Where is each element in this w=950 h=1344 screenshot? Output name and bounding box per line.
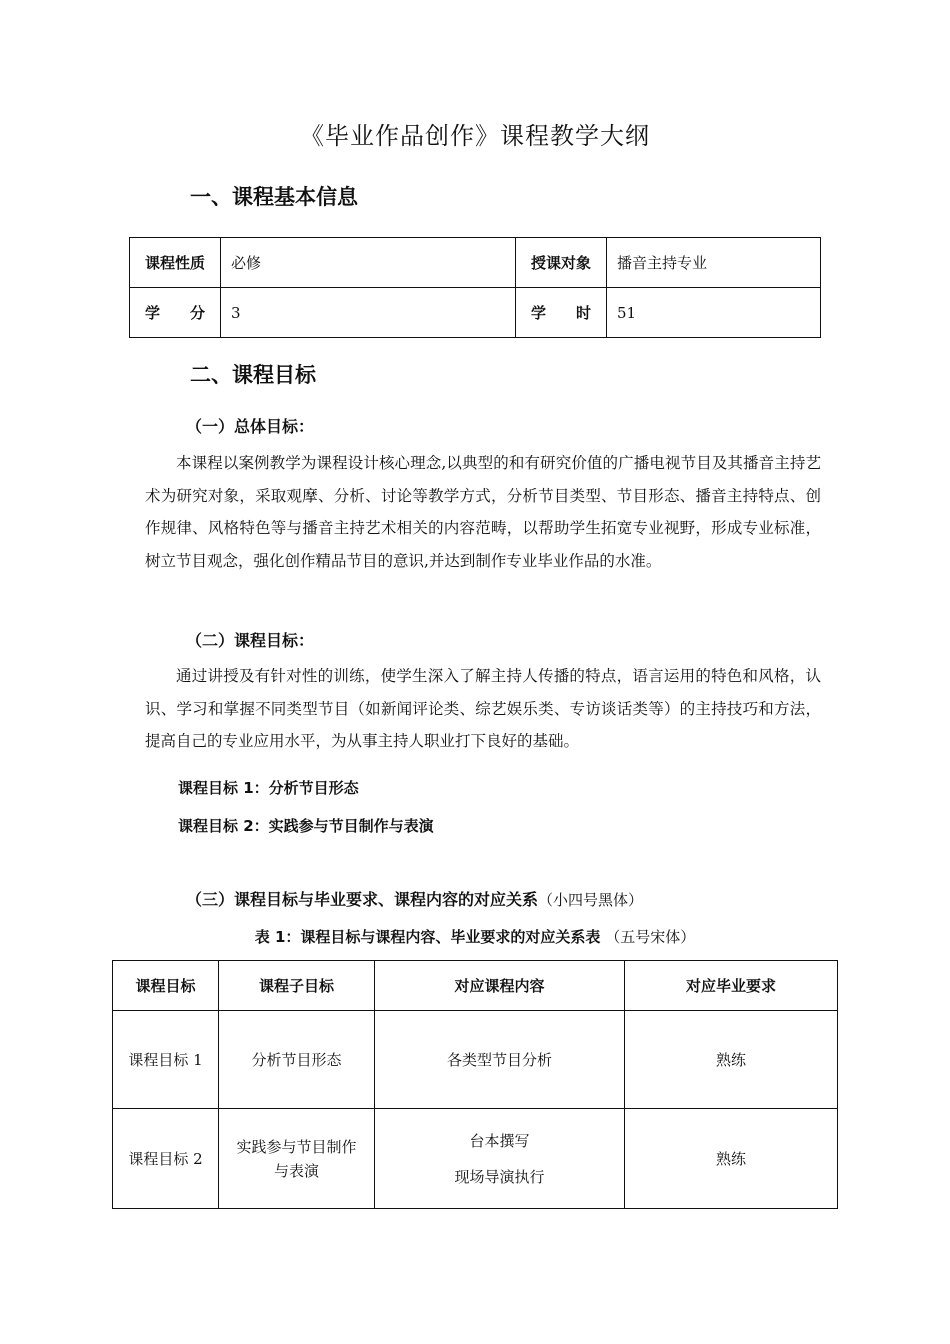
hours-value: 51 [607, 288, 821, 338]
overall-goal-heading: （一）总体目标： [186, 417, 315, 436]
nature-label: 课程性质 [130, 238, 221, 288]
goal-2-line: 课程目标 2：实践参与节目制作与表演 [178, 817, 434, 835]
table-row [113, 1011, 838, 1109]
subgoal-cell: 分析节目形态 [219, 1011, 375, 1109]
audience-value: 播音主持专业 [607, 238, 821, 288]
audience-label: 授课对象 [516, 238, 607, 288]
column-header: 课程目标 [113, 961, 219, 1011]
subgoal-line: 与表演 [273, 1161, 319, 1180]
table-header-row [113, 961, 838, 1011]
course-goal-text: 通过讲授及有针对性的训练，使学生深入了解主持人传播的特点，语言运用的特色和风格，认识、学习和掌握不同类型节目（如新闻评论类、综艺娱乐类、专访谈话类等）的主持技巧和方法，提高自己的专业应用水平，为从事主持人职业打下良好的基础。 [145, 667, 821, 750]
column-header: 对应毕业要求 [625, 961, 838, 1011]
credit-value: 3 [221, 288, 516, 338]
goal-1-line: 课程目标 1：分析节目形态 [178, 779, 359, 797]
mapping-table [112, 960, 838, 1209]
subgoal-cell [219, 1109, 375, 1209]
subgoal-line: 实践参与节目制作 [236, 1137, 357, 1156]
course-goal-heading: （二）课程目标： [186, 631, 315, 650]
content-cell [375, 1109, 625, 1209]
nature-value: 必修 [221, 238, 516, 288]
caption-note: （五号宋体） [605, 928, 696, 946]
mapping-heading-text: （三）课程目标与毕业要求、课程内容的对应关系 [186, 890, 539, 909]
goal-cell: 课程目标 2 [113, 1109, 219, 1209]
basic-info-table [129, 237, 821, 338]
table-row [130, 238, 821, 288]
content-line: 现场导演执行 [454, 1167, 545, 1186]
goal-cell: 课程目标 1 [113, 1011, 219, 1109]
mapping-heading-note: （小四号黑体） [538, 891, 644, 909]
content-cell: 各类型节目分析 [375, 1011, 625, 1109]
page-title: 《毕业作品创作》课程教学大纲 [300, 122, 650, 150]
section1-heading: 一、课程基本信息 [190, 185, 358, 209]
caption-text: 表 1：课程目标与课程内容、毕业要求的对应关系表 [254, 928, 601, 946]
column-header: 对应课程内容 [375, 961, 625, 1011]
hours-label: 学 时 [516, 288, 607, 338]
requirement-cell: 熟练 [625, 1011, 838, 1109]
overall-goal-text: 本课程以案例教学为课程设计核心理念,以典型的和有研究价值的广播电视节目及其播音主持艺术为研究对象，采取观摩、分析、讨论等教学方式，分析节目类型、节目形态、播音主持特点、创作规律、风格特色等与播音主持艺术相关的内容范畴，以帮助学生拓宽专业视野，形成专业标准，树立节目观念，强化创作精品节目的意识,并达到制作专业毕业作品的水准。 [145, 454, 821, 570]
column-header: 课程子目标 [219, 961, 375, 1011]
mapping-heading [186, 887, 643, 910]
requirement-cell: 熟练 [625, 1109, 838, 1209]
table-caption [0, 926, 950, 947]
table-row [113, 1109, 838, 1209]
section2-heading: 二、课程目标 [190, 363, 316, 387]
credit-label: 学 分 [130, 288, 221, 338]
table-row [130, 288, 821, 338]
content-line: 台本撰写 [469, 1131, 530, 1150]
